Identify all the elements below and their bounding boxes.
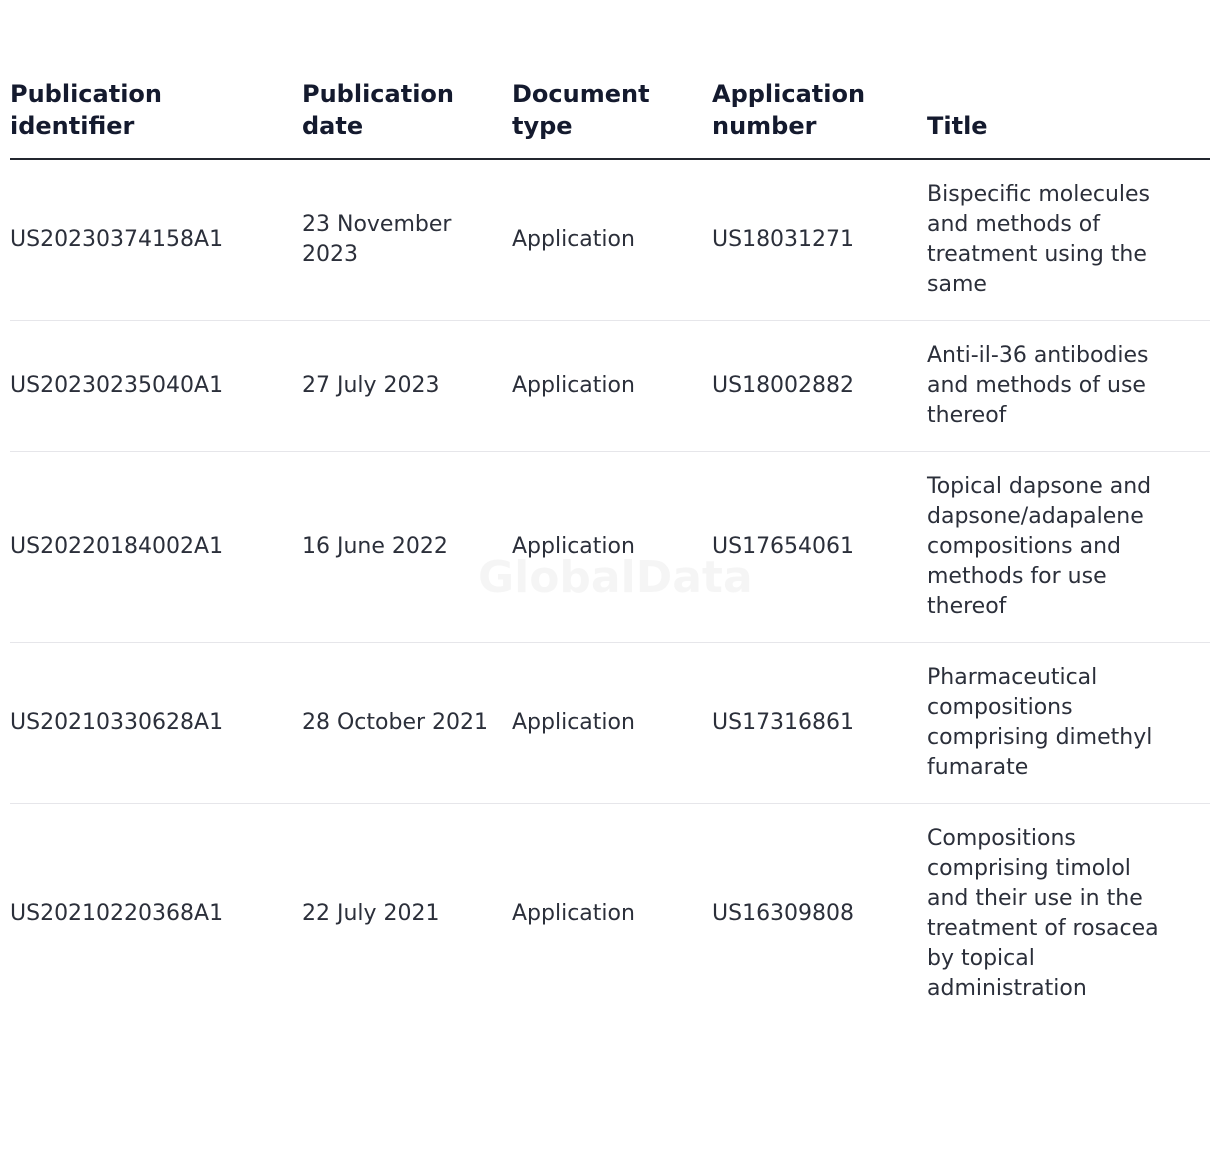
cell-publication-identifier: US20230235040A1 <box>10 321 302 452</box>
header-document-type: Document type <box>512 76 712 159</box>
cell-title: Topical dapsone and dapsone/adapalene compositions and methods for use thereof <box>927 452 1210 643</box>
cell-title: Anti-il-36 antibodies and methods of use thereof <box>927 321 1210 452</box>
cell-application-number: US17654061 <box>712 452 927 643</box>
cell-title: Pharmaceutical compositions comprising dimethyl fumarate <box>927 643 1210 804</box>
cell-publication-identifier: US20230374158A1 <box>10 159 302 321</box>
table-row <box>10 452 1210 643</box>
table-row <box>10 159 1210 321</box>
cell-publication-date: 16 June 2022 <box>302 452 512 643</box>
cell-document-type: Application <box>512 643 712 804</box>
cell-title: Compositions comprising timolol and their use in the treatment of rosacea by topical administration <box>927 826 1159 1001</box>
header-application-number: Application number <box>712 76 927 159</box>
table-row <box>10 643 1210 804</box>
cell-application-number: US17316861 <box>712 643 927 804</box>
cell-document-type: Application <box>512 321 712 452</box>
cell-application-number: US18002882 <box>712 321 927 452</box>
table-body <box>10 159 1210 1024</box>
cell-publication-date: 28 October 2021 <box>302 643 512 804</box>
cell-publication-date: 22 July 2021 <box>302 901 440 926</box>
cell-document-type: Application <box>512 901 635 926</box>
header-publication-date: Publication date <box>302 76 512 159</box>
cell-publication-date: 23 November 2023 <box>302 159 512 321</box>
cell-publication-date: 27 July 2023 <box>302 321 512 452</box>
header-publication-identifier: Publication identifier <box>10 76 302 159</box>
cell-publication-identifier: US20210330628A1 <box>10 643 302 804</box>
header-row <box>10 76 1210 159</box>
cell-document-type: Application <box>512 452 712 643</box>
cell-publication-identifier: US20210220368A1 <box>10 901 224 926</box>
table-row <box>10 804 1210 1025</box>
cell-title: Bispecific molecules and methods of treatment using the same <box>927 159 1210 321</box>
cell-application-number: US16309808 <box>712 901 855 926</box>
cell-publication-identifier: US20220184002A1 <box>10 452 302 643</box>
patent-table-container <box>10 76 1210 1024</box>
table-row <box>10 321 1210 452</box>
header-title: Title <box>927 76 1210 159</box>
cell-document-type: Application <box>512 159 712 321</box>
cell-application-number: US18031271 <box>712 159 927 321</box>
patent-publications-table <box>10 76 1210 1024</box>
table-header <box>10 76 1210 159</box>
